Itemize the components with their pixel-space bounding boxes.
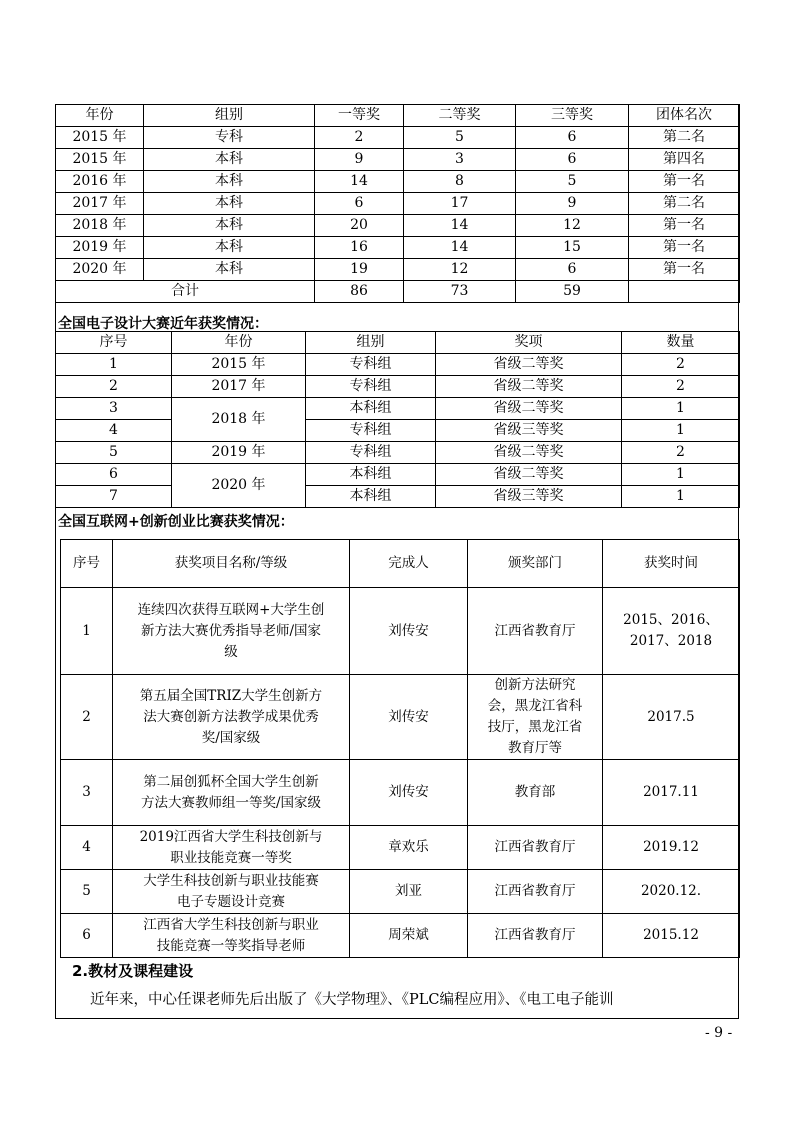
table-cell: 本科 (144, 171, 315, 193)
time-cell (603, 914, 740, 958)
table-cell: 6 (516, 259, 629, 281)
dept-cell (468, 760, 603, 826)
table-row (56, 486, 740, 508)
group-cell: 专科组 (306, 442, 436, 464)
cell-line: 技能竞赛一等奖指导老师 (156, 937, 306, 954)
dept-cell (468, 675, 603, 760)
cell-line: 教育部 (514, 784, 556, 800)
group-cell: 专科组 (306, 420, 436, 442)
award-cell: 省级二等奖 (436, 442, 622, 464)
table-cell: 9 (516, 193, 629, 215)
table-row (61, 675, 740, 760)
column-header: 获奖项目名称/等级 (113, 540, 350, 588)
project-cell (113, 914, 350, 958)
row-number: 4 (56, 420, 172, 442)
total-second: 73 (404, 281, 516, 303)
table-cell: 第一名 (629, 259, 740, 281)
time-cell (603, 588, 740, 675)
table-row (56, 259, 740, 281)
time-cell (603, 870, 740, 914)
column-header: 数量 (622, 332, 740, 354)
table-cell: 2020 年 (56, 259, 144, 281)
cell-line: 新方法大赛优秀指导老师/国家 (140, 622, 322, 639)
cell-line: 江西省教育厅 (494, 622, 576, 639)
person-cell: 刘传安 (350, 588, 468, 675)
dept-cell (468, 588, 603, 675)
year-cell: 2017 年 (172, 376, 306, 398)
table-row (56, 127, 740, 149)
empty-cell (629, 281, 740, 303)
cell-line: 技厅，黑龙江省 (487, 719, 583, 735)
award-cell: 省级三等奖 (436, 486, 622, 508)
table-cell: 6 (516, 149, 629, 171)
table-row (61, 760, 740, 826)
table-cell: 12 (516, 215, 629, 237)
column-header: 获奖时间 (603, 540, 740, 588)
table-cell: 16 (315, 237, 404, 259)
table-cell: 本科 (144, 237, 315, 259)
person-cell: 刘亚 (350, 870, 468, 914)
row-number: 6 (56, 464, 172, 486)
cell-line: 连续四次获得互联网+大学生创 (137, 601, 325, 618)
table-cell: 15 (516, 237, 629, 259)
table-cell: 14 (404, 237, 516, 259)
row-number: 1 (61, 588, 113, 675)
cell-line: 2019江西省大学生科技创新与 (139, 828, 323, 845)
table-cell: 17 (404, 193, 516, 215)
row-number: 5 (61, 870, 113, 914)
table-cell: 6 (315, 193, 404, 215)
table-cell: 第二名 (629, 127, 740, 149)
award-cell: 省级二等奖 (436, 464, 622, 486)
award-cell: 省级二等奖 (436, 376, 622, 398)
cell-line: 创新方法研究 (494, 677, 576, 693)
cell-line: 会，黑龙江省科 (487, 698, 583, 714)
table-cell: 14 (315, 171, 404, 193)
year-cell: 2020 年 (172, 464, 306, 508)
table-row (56, 215, 740, 237)
cell-line: 2017.11 (643, 784, 699, 800)
table-row (61, 870, 740, 914)
table-cell: 20 (315, 215, 404, 237)
row-number: 3 (56, 398, 172, 420)
awards-by-year-table (55, 104, 740, 303)
row-number: 6 (61, 914, 113, 958)
count-cell: 1 (622, 398, 740, 420)
total-third: 59 (516, 281, 629, 303)
group-cell: 本科组 (306, 486, 436, 508)
group-cell: 本科组 (306, 398, 436, 420)
column-header: 年份 (56, 105, 144, 127)
table-cell: 第一名 (629, 171, 740, 193)
count-cell: 1 (622, 420, 740, 442)
table-row (61, 914, 740, 958)
table-cell: 19 (315, 259, 404, 281)
column-header: 颁奖部门 (468, 540, 603, 588)
cell-line: 第五届全国TRIZ大学生创新方 (139, 687, 323, 704)
cell-line: 奖/国家级 (201, 729, 261, 746)
dept-cell (468, 826, 603, 870)
section-title-electronic-design: 全国电子设计大赛近年获奖情况： (58, 316, 268, 332)
table-header-row (56, 105, 740, 127)
cell-line: 职业技能竞赛一等奖 (170, 849, 292, 866)
table-row (56, 420, 740, 442)
time-cell (603, 826, 740, 870)
column-header: 一等奖 (315, 105, 404, 127)
cell-line: 方法大赛教师组一等奖/国家级 (140, 794, 322, 811)
year-cell: 2015 年 (172, 354, 306, 376)
cell-line: 2015、2016、 (623, 612, 719, 628)
year-cell: 2018 年 (172, 398, 306, 442)
count-cell: 1 (622, 486, 740, 508)
table-cell: 第四名 (629, 149, 740, 171)
time-cell (603, 675, 740, 760)
table-row (56, 442, 740, 464)
table-cell: 第一名 (629, 215, 740, 237)
table-cell: 14 (404, 215, 516, 237)
column-header: 奖项 (436, 332, 622, 354)
table-cell: 本科 (144, 193, 315, 215)
table-row (56, 464, 740, 486)
group-cell: 本科组 (306, 464, 436, 486)
person-cell: 刘传安 (350, 675, 468, 760)
table-header-row (61, 540, 740, 588)
cell-line: 2020.12. (640, 883, 702, 899)
table-cell: 本科 (144, 149, 315, 171)
table-cell: 2015 年 (56, 127, 144, 149)
row-number: 4 (61, 826, 113, 870)
award-cell: 省级二等奖 (436, 354, 622, 376)
cell-line: 级 (224, 643, 238, 660)
row-number: 5 (56, 442, 172, 464)
total-first: 86 (315, 281, 404, 303)
award-cell: 省级二等奖 (436, 398, 622, 420)
table-cell: 5 (516, 171, 629, 193)
project-cell (113, 675, 350, 760)
group-cell: 专科组 (306, 376, 436, 398)
count-cell: 1 (622, 464, 740, 486)
cell-line: 第二届创狐杯全国大学生创新 (143, 773, 319, 790)
project-cell (113, 588, 350, 675)
table-cell: 第一名 (629, 237, 740, 259)
section-title-internet-plus: 全国互联网+创新创业比赛获奖情况： (58, 514, 294, 530)
group-cell: 专科组 (306, 354, 436, 376)
table-cell: 2019 年 (56, 237, 144, 259)
year-cell: 2019 年 (172, 442, 306, 464)
table-row (56, 354, 740, 376)
body-paragraph: 近年来，中心任课老师先后出版了《大学物理》、《PLC编程应用》、《电工电子能训 (90, 992, 614, 1008)
project-cell (113, 870, 350, 914)
total-row (56, 281, 740, 303)
cell-line: 2017.5 (647, 708, 695, 725)
dept-cell (468, 870, 603, 914)
column-header: 序号 (61, 540, 113, 588)
person-cell: 刘传安 (350, 760, 468, 826)
table-row (61, 826, 740, 870)
table-cell: 8 (404, 171, 516, 193)
project-cell (113, 826, 350, 870)
table-cell: 9 (315, 149, 404, 171)
column-header: 年份 (172, 332, 306, 354)
table-cell: 本科 (144, 215, 315, 237)
table-row (56, 376, 740, 398)
table-row (56, 171, 740, 193)
cell-line: 2019.12 (643, 839, 699, 855)
time-cell (603, 760, 740, 826)
cell-line: 大学生科技创新与职业技能赛 (143, 872, 319, 889)
table-row (56, 237, 740, 259)
table-cell: 本科 (144, 259, 315, 281)
table-cell: 专科 (144, 127, 315, 149)
row-number: 3 (61, 760, 113, 826)
table-cell: 2016 年 (56, 171, 144, 193)
table-cell: 2 (315, 127, 404, 149)
person-cell: 章欢乐 (350, 826, 468, 870)
column-header: 三等奖 (516, 105, 629, 127)
table-row (56, 149, 740, 171)
table-cell: 6 (516, 127, 629, 149)
table-header-row (56, 332, 740, 354)
electronic-design-awards-table (55, 331, 740, 508)
count-cell: 2 (622, 354, 740, 376)
table-row (56, 193, 740, 215)
column-header: 团体名次 (629, 105, 740, 127)
table-row (56, 398, 740, 420)
cell-line: 电子专题设计竞赛 (177, 893, 285, 910)
table-cell: 12 (404, 259, 516, 281)
cell-line: 2015.12 (643, 927, 699, 943)
table-row (61, 588, 740, 675)
cell-line: 法大赛创新方法教学成果优秀 (143, 708, 319, 725)
row-number: 2 (61, 675, 113, 760)
table-cell: 2018 年 (56, 215, 144, 237)
count-cell: 2 (622, 376, 740, 398)
row-number: 7 (56, 486, 172, 508)
dept-cell (468, 914, 603, 958)
column-header: 二等奖 (404, 105, 516, 127)
count-cell: 2 (622, 442, 740, 464)
column-header: 组别 (144, 105, 315, 127)
cell-line: 江西省大学生科技创新与职业 (143, 916, 319, 933)
project-cell (113, 760, 350, 826)
cell-line: 江西省教育厅 (494, 839, 576, 855)
table-cell: 5 (404, 127, 516, 149)
column-header: 完成人 (350, 540, 468, 588)
award-cell: 省级三等奖 (436, 420, 622, 442)
column-header: 组别 (306, 332, 436, 354)
page-number: - 9 - (705, 1025, 733, 1041)
row-number: 1 (56, 354, 172, 376)
cell-line: 江西省教育厅 (494, 883, 576, 899)
person-cell: 周荣斌 (350, 914, 468, 958)
cell-line: 江西省教育厅 (494, 927, 576, 943)
table-cell: 第二名 (629, 193, 740, 215)
internet-plus-awards-table (60, 539, 740, 958)
table-cell: 3 (404, 149, 516, 171)
table-cell: 2017 年 (56, 193, 144, 215)
table-cell: 2015 年 (56, 149, 144, 171)
total-label: 合计 (56, 281, 315, 303)
row-number: 2 (56, 376, 172, 398)
cell-line: 教育厅等 (508, 740, 562, 756)
column-header: 序号 (56, 332, 172, 354)
cell-line: 2017、2018 (629, 633, 713, 649)
section-heading-textbooks: 2.教材及课程建设 (72, 962, 194, 980)
